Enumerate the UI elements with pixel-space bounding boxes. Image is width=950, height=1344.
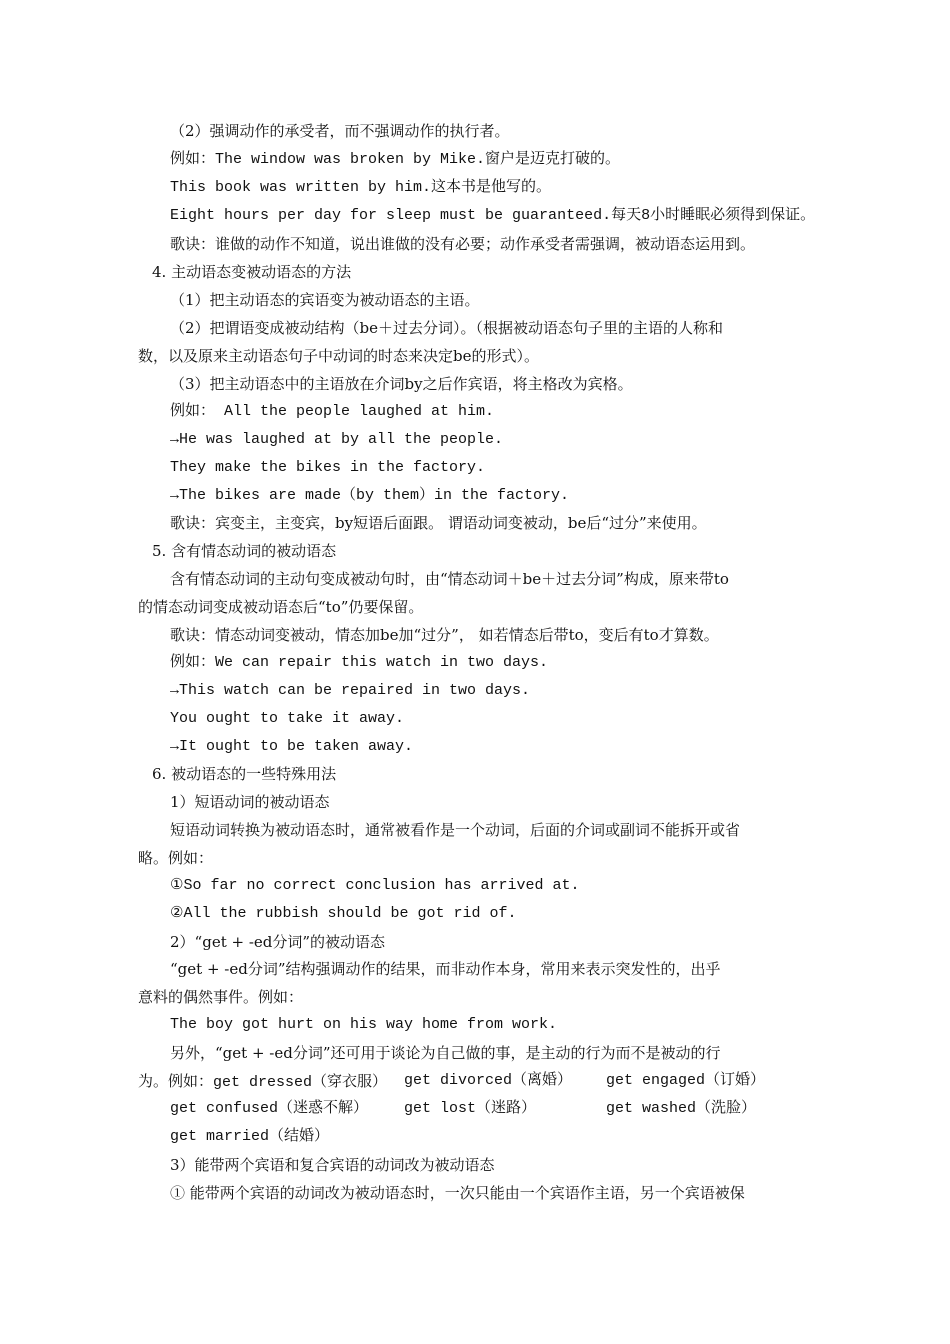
line-41: ① 能带两个宾语的动词改为被动语态时，一次只能由一个宾语作主语，另一个宾语被保 <box>170 1184 745 1202</box>
line-30: 2）“get + -ed分词”的被动语态 <box>170 933 386 951</box>
line-5: 歌诀：谁做的动作不知道，说出谁做的没有必要；动作承受者需强调，被动语态运用到。 <box>170 235 756 253</box>
line-7: （1）把主动语态的宾语变为被动语态的主语。 <box>170 291 480 309</box>
term-lost: get lost（迷路） <box>404 1100 537 1117</box>
line-26: 短语动词转换为被动语态时，通常被看作是一个动词，后面的介词或副词不能拆开或省 <box>170 821 741 839</box>
term-married: get married（结婚） <box>170 1128 330 1145</box>
line-29: ②All the rubbish should be got rid of. <box>170 905 517 922</box>
line-13: They make the bikes in the factory. <box>170 459 486 476</box>
line-9: 数，以及原来主动语态句子中动词的时态来决定be的形式）。 <box>138 347 539 365</box>
line-28: ①So far no correct conclusion has arrived at. <box>170 877 580 894</box>
line-32: 意料的偶然事件。例如： <box>138 988 304 1006</box>
line-14: →The bikes are made（by them）in the factory. <box>170 487 570 504</box>
line-20: 例如：We can repair this watch in two days. <box>170 654 549 671</box>
line-15: 歌诀：宾变主，主变宾，by短语后面跟。 谓语动词变被动，be后“过分”来使用。 <box>170 514 707 532</box>
line-17: 含有情态动词的主动句变成被动句时，由“情态动词＋be＋过去分词”构成，原来带to <box>170 570 729 588</box>
line-11: 例如： All the people laughed at him. <box>170 403 495 420</box>
line-1: （2）强调动作的承受者，而不强调动作的执行者。 <box>170 122 510 140</box>
line-25: 1）短语动词的被动语态 <box>170 793 330 811</box>
line-33: The boy got hurt on his way home from work. <box>170 1016 558 1033</box>
term-confused: get confused（迷惑不解） <box>170 1100 369 1117</box>
line-27: 略。例如： <box>138 849 214 867</box>
line-3: This book was written by him.这本书是他写的。 <box>170 179 552 196</box>
line-10: （3）把主动语态中的主语放在介词by之后作宾语，将主格改为宾格。 <box>170 375 633 393</box>
term-washed: get washed（洗脸） <box>606 1100 757 1117</box>
line-2: 例如：The window was broken by Mike.窗户是迈克打破的。 <box>170 151 621 168</box>
line-4: Eight hours per day for sleep must be guaranteed.每天8小时睡眠必须得到保证。 <box>170 207 816 224</box>
line-31: “get + -ed分词”结构强调动作的结果，而非动作本身，常用来表示突发性的，出乎 <box>170 960 721 978</box>
line-35 <box>138 1071 387 1093</box>
term-engaged: get engaged（订婚） <box>606 1072 766 1089</box>
line-19: 歌诀：情态动词变被动，情态加be加“过分”， 如若情态后带to，变后有to才算数。 <box>170 626 719 644</box>
line-34: 另外，“get + -ed分词”还可用于谈论为自己做的事，是主动的行为而不是被动的行 <box>170 1044 721 1062</box>
term-divorced: get divorced（离婚） <box>404 1072 573 1089</box>
section-heading-4: 4. 主动语态变被动语态的方法 <box>152 263 352 281</box>
term-dressed: get dressed（穿衣服） <box>213 1074 388 1091</box>
line-18: 的情态动词变成被动语态后“to”仍要保留。 <box>138 598 424 616</box>
line-23: →It ought to be taken away. <box>170 738 414 755</box>
line-12: →He was laughed at by all the people. <box>170 431 504 448</box>
example-intro: 为。例如： <box>138 1072 214 1090</box>
section-heading-5: 5. 含有情态动词的被动语态 <box>152 542 337 560</box>
line-8: （2）把谓语变成被动结构（be＋过去分词）。（根据被动语态句子里的主语的人称和 <box>170 319 724 337</box>
line-40: 3）能带两个宾语和复合宾语的动词改为被动语态 <box>170 1156 495 1174</box>
section-heading-6: 6. 被动语态的一些特殊用法 <box>152 765 337 783</box>
line-22: You ought to take it away. <box>170 710 405 727</box>
line-21: →This watch can be repaired in two days. <box>170 682 531 699</box>
